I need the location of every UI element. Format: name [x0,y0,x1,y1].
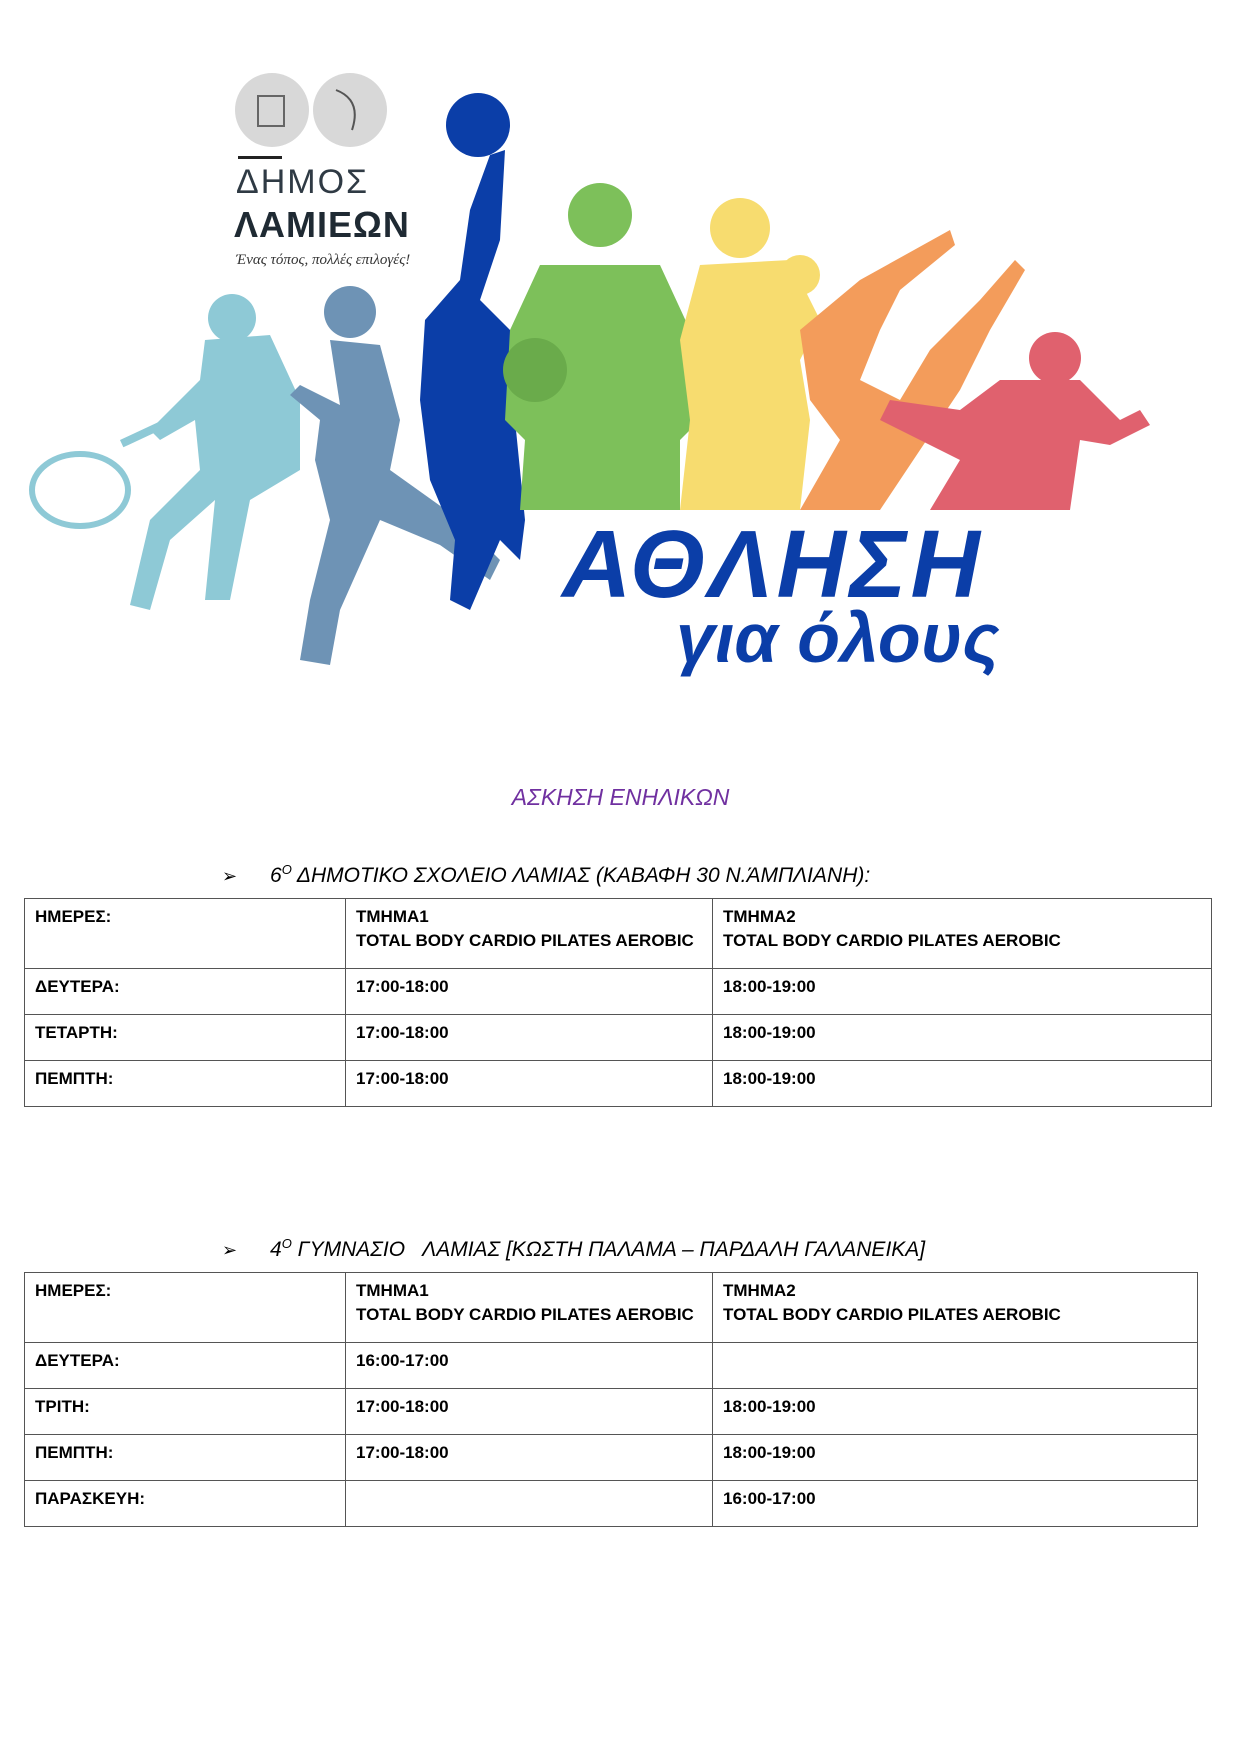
group1-time-cell: 16:00-17:00 [346,1343,713,1389]
bullet-arrow-icon: ➢ [222,1240,238,1260]
day-cell: ΠΕΜΠΤΗ: [25,1435,346,1481]
table-row [25,1435,1198,1481]
day-cell: ΔΕΥΤΕΡΑ: [25,1343,346,1389]
day-cell: ΠΑΡΑΣΚΕΥΗ: [25,1481,346,1527]
banner-title: ΑΘΛΗΣΗ [562,511,984,618]
section-number: 6 [270,864,282,887]
banner-subtitle: για όλους [676,599,1000,677]
day-cell: ΠΕΜΠΤΗ: [25,1061,346,1107]
logo-tagline: Ένας τόπος, πολλές επιλογές! [236,252,411,268]
group2-time-cell: 18:00-19:00 [713,1061,1212,1107]
group2-time-cell: 18:00-19:00 [713,1389,1198,1435]
group1-time-cell: 17:00-18:00 [346,1389,713,1435]
boxer-figure [680,198,820,510]
table-row [25,1389,1198,1435]
logo-city-line2: ΛΑΜΙΕΩΝ [234,204,410,245]
day-cell: ΔΕΥΤΕΡΑ: [25,969,346,1015]
section-location: ΓΥΜΝΑΣΙΟ ΛΑΜΙΑΣ [ΚΩΣΤΗ ΠΑΛΑΜΑ – ΠΑΡΔΑΛΗ ΓΑΛΑΝΕΙΚΑ] [291,1238,926,1261]
day-cell: ΤΡΙΤΗ: [25,1389,346,1435]
header-days: ΗΜΕΡΕΣ: [25,1273,346,1343]
header-group1: ΤΜΗΜΑ1 TOTAL BODY CARDIO PILATES AEROBIC [346,1273,713,1343]
table-row [25,969,1212,1015]
group1-time-cell [346,1481,713,1527]
schedule-table-school [24,898,1212,1107]
header-group1: ΤΜΗΜΑ1 TOTAL BODY CARDIO PILATES AEROBIC [346,899,713,969]
section-location: ΔΗΜΟΤΙΚΟ ΣΧΟΛΕΙΟ ΛΑΜΙΑΣ (ΚΑΒΑΦΗ 30 Ν.ΆΜΠΛΙΑΝΗ): [291,864,871,887]
header-group2: ΤΜΗΜΑ2 TOTAL BODY CARDIO PILATES AEROBIC [713,899,1212,969]
section-title-school [222,862,870,888]
table-row [25,1481,1198,1527]
group1-time-cell: 17:00-18:00 [346,1435,713,1481]
group2-time-cell: 18:00-19:00 [713,969,1212,1015]
group2-time-cell: 18:00-19:00 [713,1015,1212,1061]
table-row [25,1343,1198,1389]
football-player-figure [503,183,700,510]
group1-time-cell: 17:00-18:00 [346,1061,713,1107]
header-group2: ΤΜΗΜΑ2 TOTAL BODY CARDIO PILATES AEROBIC [713,1273,1198,1343]
section-ordinal: Ο [281,862,292,877]
sprinter-figure [880,332,1150,510]
table-row [25,1061,1212,1107]
day-cell: ΤΕΤΑΡΤΗ: [25,1015,346,1061]
tennis-player-figure [32,294,300,610]
group1-time-cell: 17:00-18:00 [346,1015,713,1061]
table-header-row [25,1273,1198,1343]
group2-time-cell: 18:00-19:00 [713,1435,1198,1481]
schedule-table-gymnasium [24,1272,1198,1527]
logo-city-line1: ΔΗΜΟΣ [236,163,370,201]
section-ordinal: Ο [281,1236,292,1251]
group2-time-cell: 16:00-17:00 [713,1481,1198,1527]
logo-divider [238,156,282,159]
group1-time-cell: 17:00-18:00 [346,969,713,1015]
table-header-row [25,899,1212,969]
municipality-emblem [232,70,392,150]
section-title-gymnasium [222,1236,925,1262]
bullet-arrow-icon: ➢ [222,866,238,886]
page-heading: ΑΣΚΗΣΗ ΕΝΗΛΙΚΩΝ [511,784,730,810]
table-row [25,1015,1212,1061]
header-days: ΗΜΕΡΕΣ: [25,899,346,969]
sport-banner [0,0,1241,700]
section-number: 4 [270,1238,282,1261]
group2-time-cell [713,1343,1198,1389]
